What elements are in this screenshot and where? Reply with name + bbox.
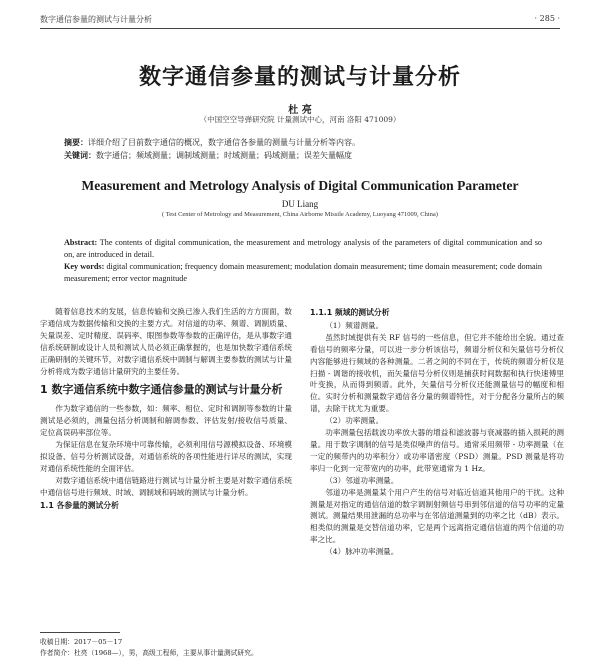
abstract-cn-label: 摘要： <box>64 138 88 147</box>
page-number: · 285 · <box>534 14 560 23</box>
abstract-cn-text: 详细介绍了目前数字通信的概况，数字通信各参量的测量与计量分析等内容。 <box>88 138 360 147</box>
keywords-cn-text: 数字通信；频域测量；调制域测量；时域测量；码域测量；误差矢量幅度 <box>96 151 352 160</box>
body-column-right <box>310 306 564 558</box>
paragraph-spectrum: 虽然时域提供有关 RF 信号的一些信息，但它并不能给出全貌。通过查看信号的频率分量，可以进一步分析该信号，频谱分析仪和矢量信号分析仪内容能够进行频域的各种测量。二者之间的不同在于，传统的频谱分析仪是扫描 - 调谐的接收机，而矢量信号分析仪则是捕获时间数据和执行快速傅里叶变换，从而得到频谱。此外，矢量信号分析仪还能测量信号的幅度和相位。实时分析和测量数字通信各分量的频谱特性，对于分配各分量所占的频谱，去除干扰尤为重要。 <box>310 332 564 414</box>
affiliation-cn: （中国空空导弹研究院 计量测试中心，河南 洛阳 471009） <box>199 115 401 124</box>
abstract-en-paragraph <box>64 237 542 261</box>
subheading-pulse-power: （4）脉冲功率测量。 <box>325 547 399 557</box>
abstract-cn <box>64 136 544 162</box>
section-1-paragraph-2: 为保证信息在复杂环境中可靠传输，必须利用信号源模拟设备、环境模拟设备、信号分析测试设备，对通信系统的各项性能进行详尽的测试，实现对通信系统性能的全面评估。 <box>40 440 292 473</box>
author-cn: 杜 亮 <box>288 105 312 116</box>
keywords-cn-label: 关键词： <box>64 151 96 160</box>
affiliation-en: ( Test Center of Metrology and Measurement, China Airborne Missile Academy, Luoyang 471009, China) <box>162 211 438 218</box>
footnote <box>40 637 292 659</box>
abstract-en <box>64 237 542 285</box>
keywords-en-text: digital communication; frequency domain measurement; modulation domain measurement; time domain measurement; code domain measurement; error vector magnitude <box>64 262 542 283</box>
keywords-en-paragraph <box>64 261 542 285</box>
intro-paragraph: 随着信息技术的发展，信息传输和交换已渗入我们生活的方方面面，数字通信成为数据传输和交换的主要方式。对信道的功率、频谱、调制质量、矢量误差、定时精度、误码率、眼图参数等参数的正确评估，是从事数字通信系统研制或设计人员和测试人员必须正确掌握的，也是加快数字通信系统正确研制的关键环节，对数字通信系统中调制与解调主要参数的测试与计量分析将成为数字通信计量研究的主要任务。 <box>40 307 292 376</box>
footnote-author-bio: 作者简介：杜亮（1968—），男，高级工程师，主要从事计量测试研究。 <box>40 649 258 657</box>
article-title-cn: 数字通信参量的测试与计量分析 <box>138 65 461 90</box>
abstract-en-text: The contents of digital communication, the measurement and metrology analysis of the parameters of digital communication and so on, are introduced in detail. <box>64 238 542 259</box>
paragraph-adjacent-channel: 邻道功率是测量某个用户产生的信号对临近信道其他用户的干扰。这种测量是对指定的通信信道的数字调制射频信号串到邻信道的信号功率的定量测试。测量结果用泄漏的总功率与在邻信道测量到的功率之比（dB）表示。相类似的测量是交替信道功率，它是两个远离指定通信信道的两个信道的功率之比。 <box>310 487 564 545</box>
section-1-paragraph-1: 作为数字通信的一些参数，如：频率、相位、定时和调制等参数的计量测试是必须的，测量包括分析调制和解调参数、评估发射/接收信号质量、定位高误码率部位等。 <box>40 404 292 438</box>
keywords-cn-paragraph <box>64 149 544 162</box>
running-head <box>40 14 560 28</box>
paragraph-power: 功率测量包括载波功率放大器的增益和滤波器与衰减器的插入损耗的测量。用于数字调制的信号是类似噪声的信号。通常采用频带 - 功率测量（在一定的频带内的功率积分）或功率谱密度（PSD）测量。PSD 测量是将功率归一化到一定带宽内的功率，此带宽通常为 1 Hz。 <box>310 428 564 473</box>
body-column-left <box>40 306 292 513</box>
footnote-rule <box>40 632 120 633</box>
author-en: DU Liang <box>281 199 319 209</box>
abstract-cn-paragraph <box>64 136 544 149</box>
subheading-power: （2）功率测量。 <box>325 416 384 426</box>
section-1-1-1-heading: 1.1.1 频域的测试分析 <box>310 308 390 317</box>
footnote-received: 收稿日期：2017－05－17 <box>40 638 123 646</box>
header-rule <box>40 28 560 29</box>
keywords-en-label: Key words: <box>64 262 105 271</box>
article-title-en: Measurement and Metrology Analysis of Digital Communication Parameter <box>81 178 519 193</box>
subheading-spectrum: （1）频谱测量。 <box>325 320 384 330</box>
subheading-adjacent-channel: （3）邻道功率测量。 <box>325 475 399 485</box>
section-1-heading: 1 数字通信系统中数字通信参量的测试与计量分析 <box>40 383 283 397</box>
abstract-en-label: Abstract: <box>64 238 98 247</box>
section-1-1-heading: 1.1 各参量的测试分析 <box>40 500 119 510</box>
running-head-title: 数字通信参量的测试与计量分析 <box>40 15 152 24</box>
section-1-paragraph-3: 对数字通信系统中通信链路进行测试与计量分析主要是对数字通信系统中通信信号进行频域、时域、调制域和码域的测试与计量分析。 <box>40 475 292 497</box>
